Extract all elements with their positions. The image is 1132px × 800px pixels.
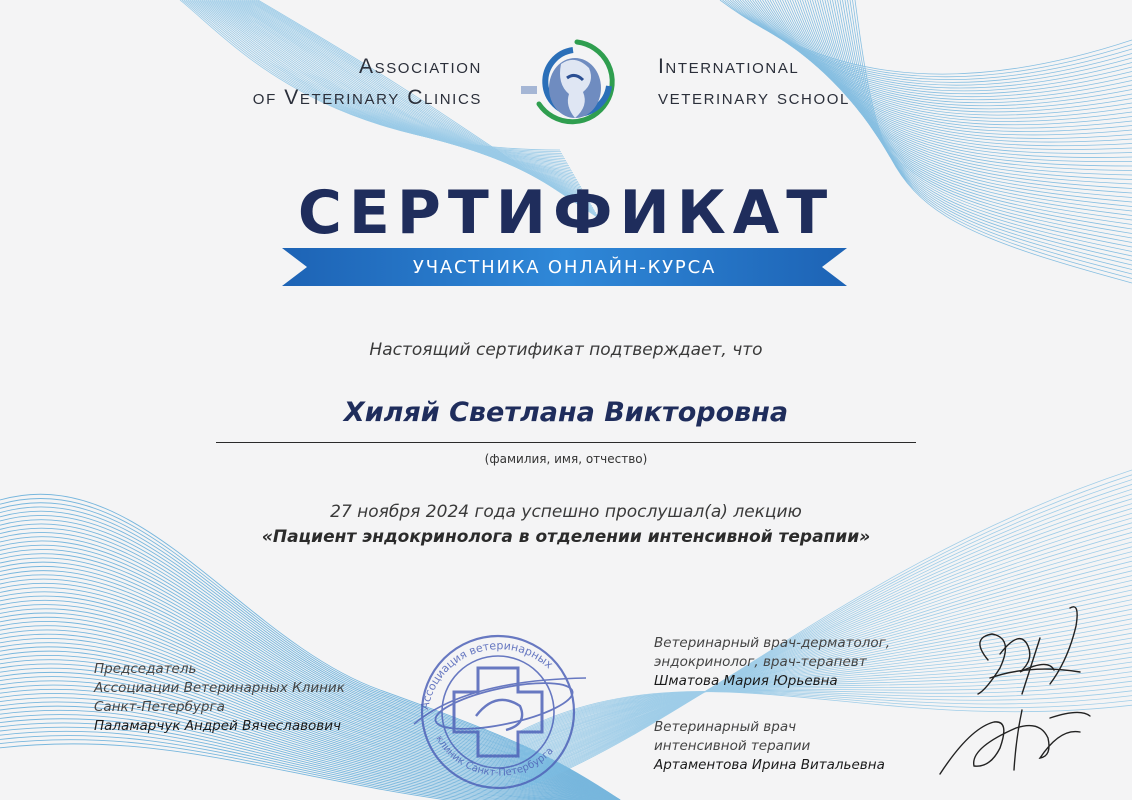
header-left-line1: Association: [358, 55, 482, 78]
handwritten-signature-icon: [930, 598, 1100, 794]
lecture-date-line: 27 ноября 2024 года успешно прослушал(а) лекцию: [330, 502, 802, 522]
signatory-left-role3: Санкт-Петербурга: [94, 699, 225, 715]
header-right-line2: veterinary school: [658, 86, 850, 109]
stamp-bottom-text: клиник Санкт-Петербурга: [433, 733, 556, 779]
name-underline: [216, 442, 916, 443]
certificate-subtitle: УЧАСТНИКА ОНЛАЙН-КУРСА: [412, 257, 717, 278]
stamp-seal-icon: [396, 620, 606, 796]
signatory-left-role1: Председатель: [94, 661, 197, 677]
signatory-right1: [654, 634, 890, 691]
logo-emblem-icon: [517, 34, 629, 130]
header-right-line1: International: [658, 55, 800, 78]
header-left-line2: of Veterinary Clinics: [252, 86, 482, 109]
signatory-right2: [654, 718, 885, 775]
signatory-left-name: Паламарчук Андрей Вячеславович: [94, 718, 342, 734]
signatory-left-role2: Ассоциации Ветеринарных Клиник: [94, 680, 345, 696]
signatory-left: [94, 660, 345, 736]
name-caption: (фамилия, имя, отчество): [484, 452, 648, 466]
signatory-right2-role1: Ветеринарный врач: [654, 719, 797, 735]
signatory-right2-name: Артаментова Ирина Витальевна: [654, 757, 885, 773]
signatory-right1-name: Шматова Мария Юрьевна: [654, 673, 838, 689]
recipient-name: Хиляй Светлана Викторовна: [343, 397, 789, 428]
certificate-title: СЕРТИФИКАТ: [297, 178, 835, 248]
intro-text: Настоящий сертификат подтверждает, что: [369, 340, 763, 360]
lecture-title: «Пациент эндокринолога в отделении интенсивной терапии»: [261, 527, 871, 547]
stamp-top-text: Ассоциация ветеринарных: [418, 639, 556, 711]
signatory-right1-role1: Ветеринарный врач-дерматолог,: [654, 635, 891, 651]
signatory-right2-role2: интенсивной терапии: [654, 738, 811, 754]
signatory-right1-role2: эндокринолог, врач-терапевт: [654, 654, 867, 670]
svg-text:Ассоциация ветеринарных: [418, 639, 556, 710]
